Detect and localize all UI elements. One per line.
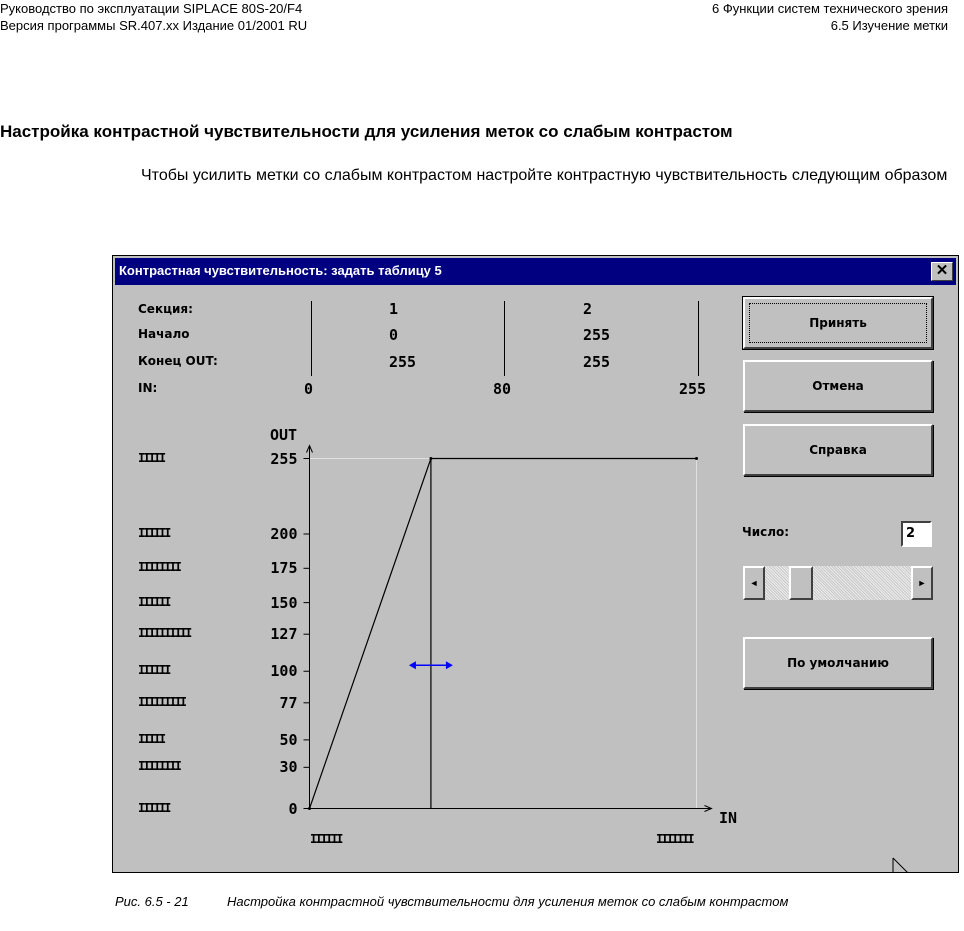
section-1-start: 0 [389, 326, 399, 344]
manual-title: Руководство по эксплуатации SIPLACE 80S-20/F4 [0, 1, 303, 16]
y-tick-label-127: 127 [270, 625, 298, 644]
default-button-label: По умолчанию [787, 656, 889, 670]
in-boundary-255: 255 [679, 380, 707, 398]
help-button-label: Справка [809, 443, 867, 457]
intro-paragraph: Чтобы усилить метки со слабым контрастом настройте контрастную чувствительность следующим образом [141, 167, 948, 184]
count-label: Число: [742, 525, 790, 539]
scroll-right-button[interactable] [911, 566, 933, 600]
close-icon: ✕ [935, 262, 949, 279]
section-1-number: 1 [389, 300, 399, 318]
start-label: Начало [138, 327, 190, 341]
cancel-button-label: Отмена [812, 379, 864, 393]
y-bar-label: IIIII [138, 731, 165, 746]
section-2-number: 2 [583, 300, 593, 318]
y-tick-label-100: 100 [270, 662, 298, 681]
dialog-title: Контрастная чувствительность: задать таблицу 5 [119, 263, 442, 278]
y-tick-label-175: 175 [270, 559, 298, 578]
drag-arrow-left-icon [409, 661, 416, 669]
section-separators [312, 301, 699, 376]
x-axis-label: IN [719, 809, 738, 827]
y-bar-label: IIIIIIII [138, 560, 180, 575]
y-tick-label-77: 77 [279, 693, 298, 712]
y-tick-label-0: 0 [288, 799, 298, 818]
curve-line-0 [310, 459, 697, 809]
resize-grip-icon[interactable] [891, 856, 915, 873]
x-bar-label-right: IIIIIII [656, 832, 693, 846]
figure-caption [115, 894, 847, 909]
count-scrollbar[interactable] [743, 566, 933, 600]
y-bar-label: IIIIIIIIII [138, 626, 191, 641]
x-bar-label-left: IIIIII [310, 832, 342, 846]
y-bar-label: IIIIIIII [138, 759, 180, 774]
y-tick-label-30: 30 [279, 758, 298, 777]
end-out-label: Конец OUT: [138, 354, 218, 368]
curve-point [308, 807, 311, 810]
accept-button-label: Принять [809, 316, 867, 330]
y-bar-label: IIIIII [138, 525, 170, 540]
y-bar-label: IIIIII [138, 594, 170, 609]
figure-number: Рис. 6.5 - 21 [115, 894, 189, 909]
section-2-end: 255 [583, 353, 611, 371]
curve-point [695, 457, 698, 460]
y-tick-label-255: 255 [270, 449, 298, 468]
y-bar-label: IIIIII [138, 800, 170, 815]
section-heading: Настройка контрастной чувствительности для усиления меток со слабым контрастом [0, 122, 733, 141]
y-tick-label-150: 150 [270, 593, 298, 612]
y-bar-label: IIIIIIIII [138, 694, 186, 709]
focus-rectangle [749, 303, 927, 343]
figure-caption-text: Настройка контрастной чувствительности для усиления меток со слабым контрастом [227, 894, 789, 909]
arrow-right-icon: ► [917, 578, 927, 588]
scroll-left-button[interactable] [743, 566, 765, 600]
drag-arrow-right-icon [446, 661, 453, 669]
default-button[interactable] [743, 637, 933, 689]
plot-area [310, 459, 697, 809]
section-label: Секция: [138, 302, 193, 316]
chapter-title: 6 Функции систем технического зрения [712, 1, 948, 16]
scroll-thumb[interactable] [789, 566, 813, 600]
in-boundary-80: 80 [493, 380, 512, 398]
y-bar-label: IIIII [138, 450, 165, 465]
in-boundary-0: 0 [304, 380, 314, 398]
y-tick-label-200: 200 [270, 524, 298, 543]
section-2-start: 255 [583, 326, 611, 344]
contrast-sensitivity-dialog [112, 255, 959, 873]
section-title: 6.5 Изучение метки [830, 18, 948, 33]
help-button[interactable] [743, 424, 933, 476]
y-bar-label: IIIIII [138, 663, 170, 678]
in-label: IN: [138, 381, 158, 395]
accept-button[interactable] [743, 297, 933, 349]
section-1-end: 255 [389, 353, 417, 371]
y-tick-label-50: 50 [279, 730, 298, 749]
count-input[interactable]: 2 [901, 521, 932, 547]
cancel-button[interactable] [743, 360, 933, 412]
manual-version: Версия программы SR.407.xx Издание 01/2001 RU [0, 18, 308, 33]
arrow-left-icon: ◄ [749, 578, 759, 588]
y-axis-label: OUT [270, 426, 298, 444]
